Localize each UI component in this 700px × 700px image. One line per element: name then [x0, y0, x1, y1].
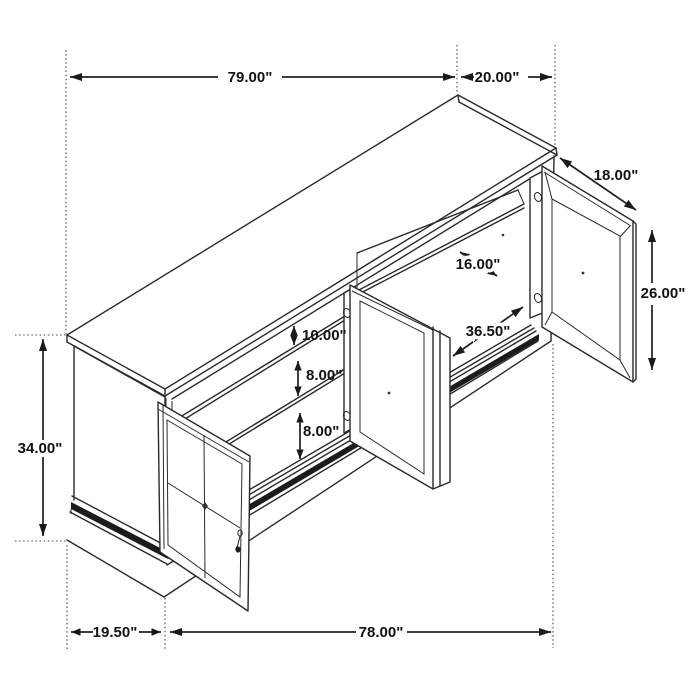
dim-label-gap-top-shelf: 10.00" — [302, 327, 347, 344]
glass-door-open — [158, 402, 250, 611]
dim-shelf-depth — [456, 252, 501, 276]
dim-label-shelf-depth: 16.00" — [455, 256, 501, 273]
dim-label-overall-height: 34.00" — [17, 440, 63, 457]
dim-label-interior-width: 36.50" — [465, 323, 511, 340]
dim-interior-width — [453, 307, 523, 356]
dim-label-gap-middle-shelf: 8.00" — [306, 367, 343, 384]
middle-door-open — [350, 285, 450, 489]
dim-top-depth — [461, 69, 552, 86]
dim-label-door-height: 26.00" — [640, 285, 686, 302]
dim-label-base-depth: 19.50" — [92, 624, 138, 641]
dim-label-top-depth: 20.00" — [474, 69, 520, 86]
dim-gap-bottom-shelf — [300, 413, 339, 459]
dim-overall-height — [18, 339, 63, 536]
dim-label-gap-bottom-shelf: 8.00" — [303, 423, 340, 440]
dim-base-depth — [71, 624, 161, 641]
dim-gap-top-shelf — [294, 326, 347, 345]
dim-label-top-width: 79.00" — [227, 69, 273, 86]
left-side-panel — [67, 346, 168, 597]
dim-gap-middle-shelf — [298, 361, 342, 396]
dim-label-door-width: 18.00" — [593, 167, 639, 184]
dim-top-width — [70, 69, 455, 86]
right-door-open — [542, 166, 636, 382]
dim-base-width — [170, 624, 551, 641]
dim-door-height — [641, 230, 686, 370]
cabinet-body — [67, 95, 557, 597]
dim-label-base-width: 78.00" — [358, 624, 404, 641]
cabinet-top — [67, 95, 557, 396]
